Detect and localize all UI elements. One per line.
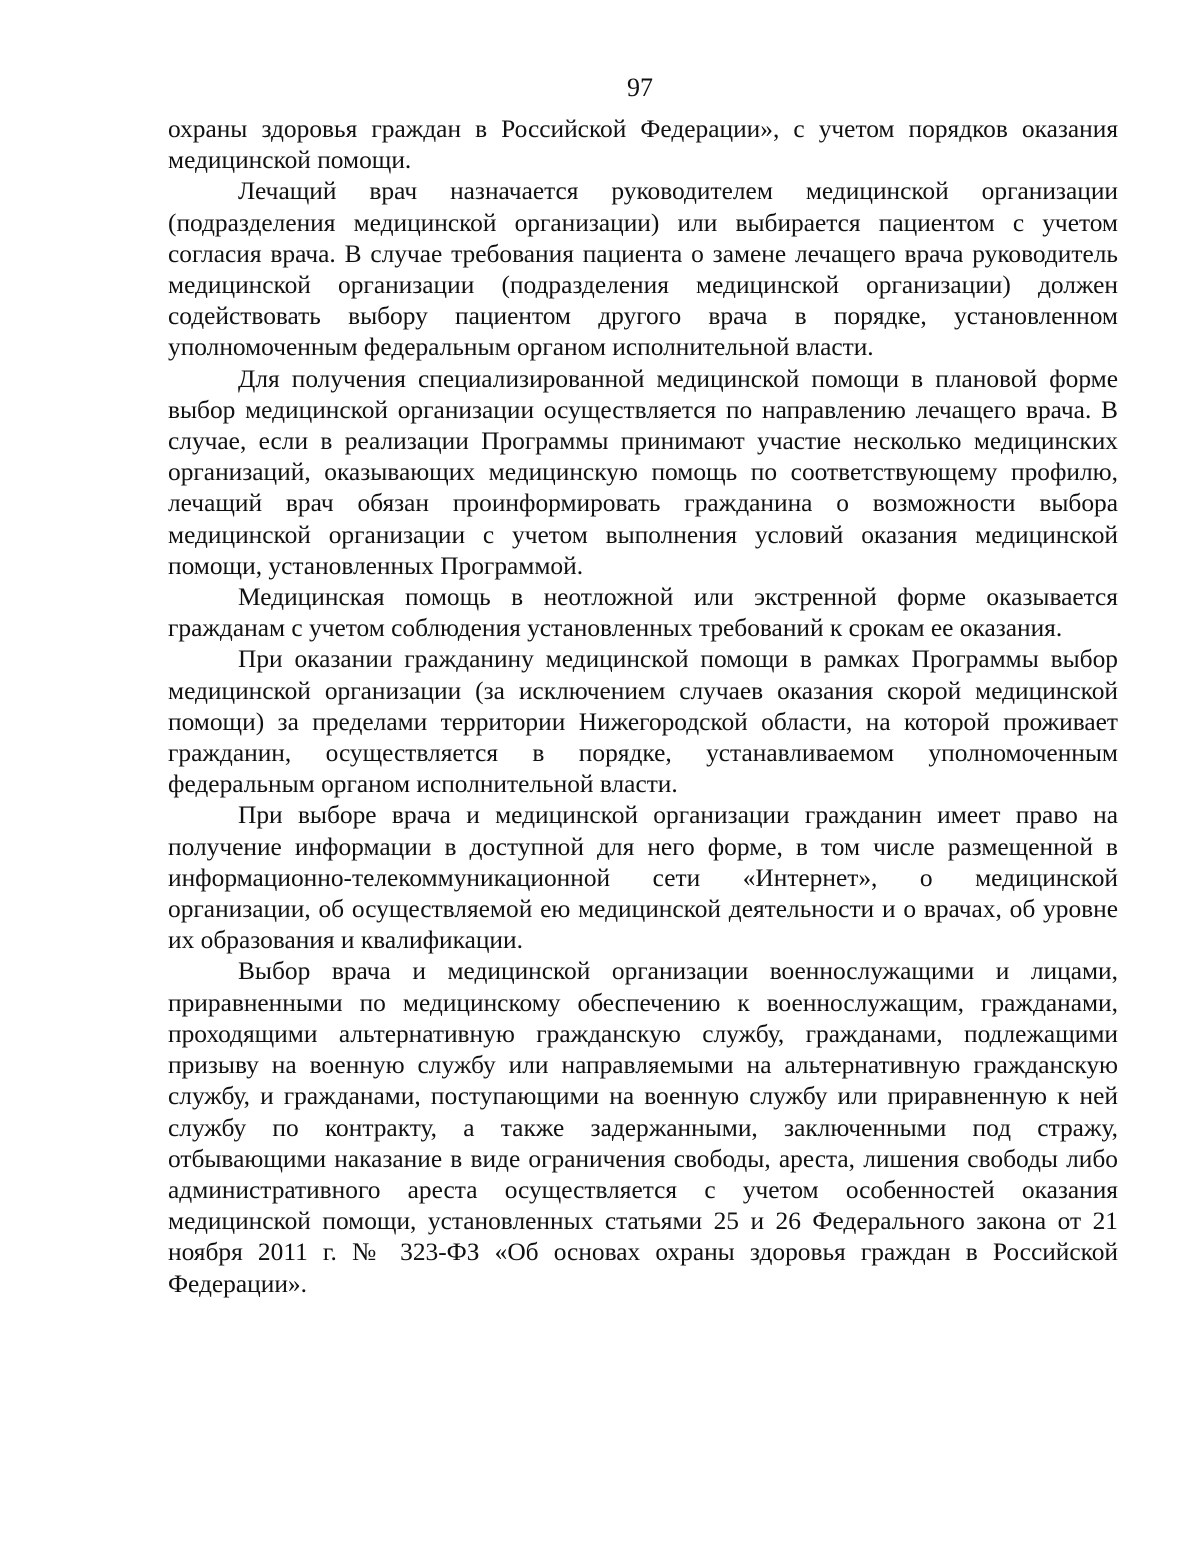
page-number: 97 (627, 73, 653, 102)
paragraph-military-personnel: Выбор врача и медицинской организации военнослужащими и лицами, приравненными по медицинскому обеспечению к военнослужащим, гражданами, проходящими альтернативную гражданскую службу, гражданами, подлежащими призыву на военную службу или направляемыми на альтернативную гражданскую службу, и гражданами, поступающими на военную службу или приравненную к ней службу по контракту, а также задержанными, заключенными под стражу, отбывающими наказание в виде ограничения свободы, ареста, лишения свободы либо административного ареста осуществляется с учетом особенностей оказания медицинской помощи, установленных статьями 25 и 26 Федерального закона от 21 ноября 2011 г. № 323-ФЗ «Об основах охраны здоровья граждан в Российской Федерации». (168, 957, 1118, 1298)
document-body (168, 114, 1118, 1300)
paragraph-emergency-care: Медицинская помощь в неотложной или экстренной форме оказывается гражданам с учетом соблюдения установленных требований к срокам ее оказания. (168, 583, 1118, 643)
paragraph-continuation: охраны здоровья граждан в Российской Федерации», с учетом порядков оказания медицинской помощи. (168, 115, 1118, 175)
paragraph-attending-physician: Лечащий врач назначается руководителем медицинской организации (подразделения медицинской организации) или выбирается пациентом с учетом согласия врача. В случае требования пациента о замене лечащего врача руководитель медицинской организации (подразделения медицинской организации) должен содействовать выбору пациентом другого врача в порядке, установленном уполномоченным федеральным органом исполнительной власти. (168, 177, 1118, 362)
paragraph-specialized-care: Для получения специализированной медицинской помощи в плановой форме выбор медицинской организации осуществляется по направлению лечащего врача. В случае, если в реализации Программы принимают участие несколько медицинских организаций, оказывающих медицинскую помощь по соответствующему профилю, лечащий врач обязан проинформировать гражданина о возможности выбора медицинской организации с учетом выполнения условий оказания медицинской помощи, установленных Программой. (168, 364, 1118, 580)
paragraph-outside-region: При оказании гражданину медицинской помощи в рамках Программы выбор медицинской организации (за исключением случаев оказания скорой медицинской помощи) за пределами территории Нижегородской области, на которой проживает гражданин, осуществляется в порядке, устанавливаемом уполномоченным федеральным органом исполнительной власти. (168, 645, 1118, 799)
paragraph-information-right: При выборе врача и медицинской организации гражданин имеет право на получение информации в доступной для него форме, в том числе размещенной в информационно-телекоммуникационной сети «Интернет», о медицинской организации, об осуществляемой ею медицинской деятельности и о врачах, об уровне их образования и квалификации. (168, 801, 1118, 955)
